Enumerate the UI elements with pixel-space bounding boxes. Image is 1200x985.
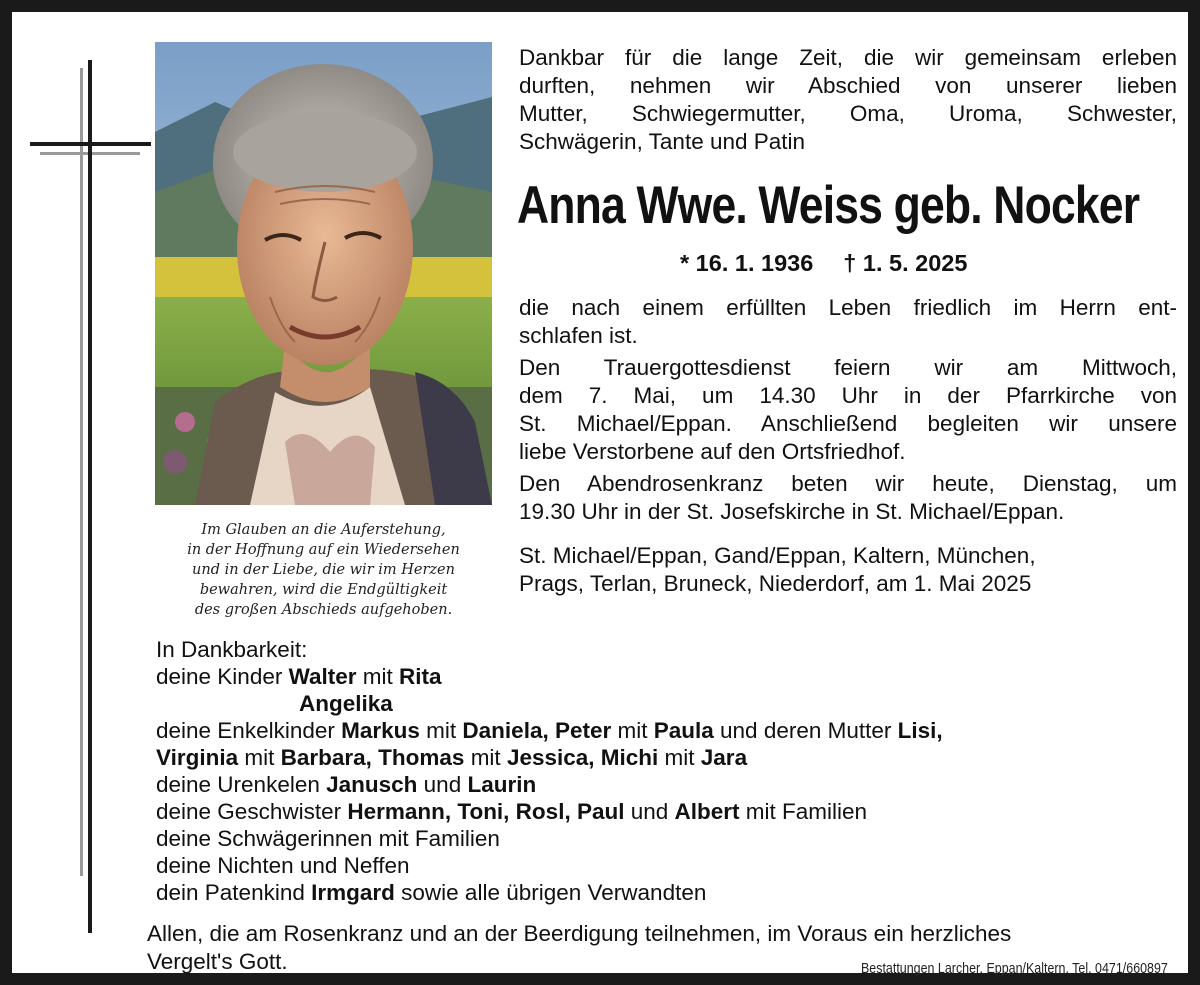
- funeral-home-credit: Bestattungen Larcher, Eppan/Kaltern, Tel. 0471/660897: [861, 961, 1168, 977]
- death-date: † 1. 5. 2025: [843, 250, 968, 276]
- places-line: St. Michael/Eppan, Gand/Eppan, Kaltern, München,: [519, 543, 1036, 568]
- quote-line: des großen Abschieds aufgehoben.: [194, 602, 453, 618]
- mourners-list: [156, 636, 943, 906]
- intro-line: Schwägerin, Tante und Patin: [519, 129, 806, 154]
- rosary-paragraph: [519, 470, 1177, 526]
- birth-date: * 16. 1. 1936: [680, 250, 814, 276]
- passing-paragraph: [519, 294, 1177, 350]
- intro-paragraph: [519, 44, 1177, 156]
- intro-line: Mutter, Schwiegermutter, Oma, Uroma, Schwester,: [519, 101, 1177, 126]
- quote-line: Im Glauben an die Auferstehung,: [201, 522, 446, 538]
- paragraph-line: dem 7. Mai, um 14.30 Uhr in der Pfarrkirche von: [519, 383, 1177, 408]
- closing-line: Allen, die am Rosenkranz und an der Beerdigung teilnehmen, im Voraus ein herzliches: [147, 921, 1012, 946]
- mourners-siblings: deine Geschwister Hermann, Toni, Rosl, Paul und Albert mit Familien: [156, 799, 868, 824]
- life-dates: [680, 248, 967, 278]
- mourners-heading: In Dankbarkeit:: [156, 637, 308, 662]
- portrait-photo: [155, 42, 492, 505]
- intro-line: durften, nehmen wir Abschied von unserer lieben: [519, 73, 1177, 98]
- quote-line: in der Hoffnung auf ein Wiedersehen: [187, 542, 460, 558]
- mourners-children: deine Kinder Walter mit Rita: [156, 664, 442, 689]
- paragraph-line: die nach einem erfüllten Leben friedlich im Herrn ent-: [519, 295, 1177, 320]
- paragraph-line: Den Trauergottesdienst feiern wir am Mittwoch,: [519, 355, 1177, 380]
- mourners-great-grandchildren: deine Urenkelen Janusch und Laurin: [156, 772, 537, 797]
- funeral-service-paragraph: [519, 354, 1177, 466]
- mourners-godchild: dein Patenkind Irmgard sowie alle übrigen Verwandten: [156, 880, 707, 905]
- paragraph-line: St. Michael/Eppan. Anschließend begleiten wir unsere: [519, 411, 1177, 436]
- mourners-grandchildren-2: Virginia mit Barbara, Thomas mit Jessica, Michi mit Jara: [156, 745, 748, 770]
- paragraph-line: liebe Verstorbene auf den Ortsfriedhof.: [519, 439, 906, 464]
- quote-line: und in der Liebe, die wir im Herzen: [192, 562, 455, 578]
- intro-line: Dankbar für die lange Zeit, die wir gemeinsam erleben: [519, 45, 1177, 70]
- places-and-date: [519, 542, 1177, 598]
- paragraph-line: Den Abendrosenkranz beten wir heute, Dienstag, um: [519, 471, 1177, 496]
- mourners-children-2: Angelika: [299, 691, 393, 716]
- mourners-sisters-in-law: deine Schwägerinnen mit Familien: [156, 826, 500, 851]
- closing-line: Vergelt's Gott.: [147, 949, 288, 974]
- paragraph-line: schlafen ist.: [519, 323, 638, 348]
- faith-quote: [155, 520, 492, 620]
- places-line: Prags, Terlan, Bruneck, Niederdorf, am 1. Mai 2025: [519, 571, 1032, 596]
- paragraph-line: 19.30 Uhr in der St. Josefskirche in St. Michael/Eppan.: [519, 499, 1065, 524]
- quote-line: bewahren, wird die Endgültigkeit: [199, 582, 448, 598]
- mourners-grandchildren: deine Enkelkinder Markus mit Daniela, Peter mit Paula und deren Mutter Lisi,: [156, 718, 943, 743]
- mourners-nieces-nephews: deine Nichten und Neffen: [156, 853, 410, 878]
- deceased-name: Anna Wwe. Weiss geb. Nocker: [517, 176, 1140, 235]
